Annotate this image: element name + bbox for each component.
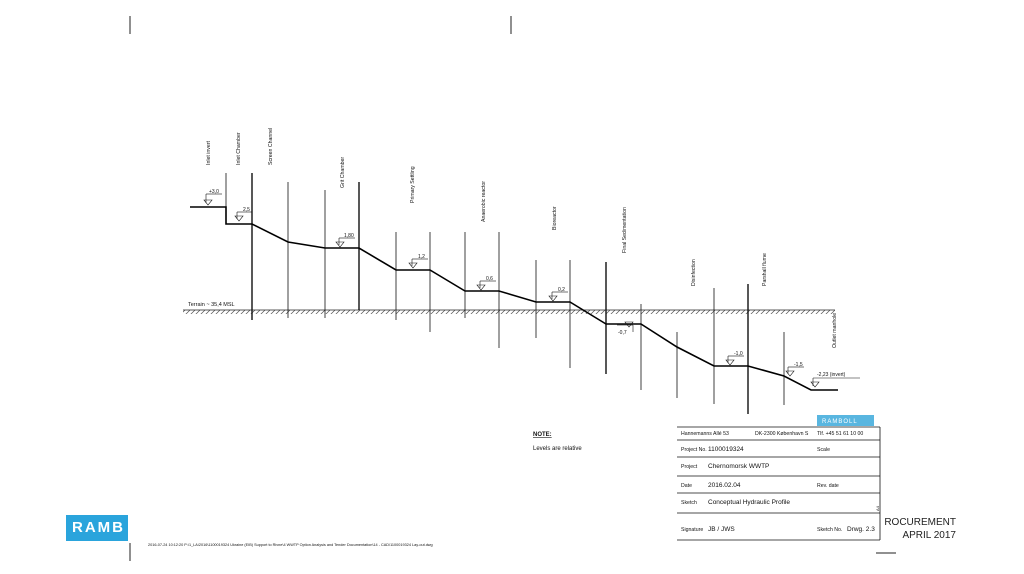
sketch-label: Sketch: [681, 500, 697, 506]
level-marker-10: [811, 372, 860, 387]
label-primary-settling: Primary Settling: [410, 166, 416, 203]
project-no-label: Project No.: [681, 447, 707, 453]
svg-text:-1,5: -1,5: [794, 362, 803, 368]
level-marker-8: [726, 351, 744, 365]
label-bioreactor: Bioreactor: [552, 206, 558, 230]
project-name: Chernomorsk WWTP: [708, 463, 770, 470]
label-screen-channel: Screen Channel: [268, 127, 274, 165]
svg-text:0,6: 0,6: [486, 276, 493, 282]
sketch-no-label: Sketch No.: [817, 527, 843, 533]
date-value: 2016.02.04: [708, 482, 741, 489]
svg-text:1,80: 1,80: [344, 233, 354, 239]
side-mark: A4: [875, 506, 880, 511]
level-marker-3: [336, 233, 355, 247]
label-disinfection: Disinfection: [691, 259, 697, 286]
note: [533, 432, 582, 452]
footer-path: 2016-07-24 10:12:20 P:\1_LA\2016\1100019324 Ukraine (EIB) Support to Rivne\4 WWTP Option Analysis and Tender Documentation\14 - CAD\1100019324 Lay-out.dwg: [148, 543, 433, 547]
level-marker-4: [409, 254, 428, 268]
terrain-label: Terrain ~ 35,4 MSL: [188, 302, 235, 308]
label-anaerobic-reactor: Anaerobic reactor: [481, 181, 487, 222]
note-text: Levels are relative: [533, 446, 582, 452]
svg-text:-2,23 (invert): -2,23 (invert): [817, 372, 846, 378]
date-label: Date: [681, 483, 692, 489]
address: Hannemanns Allé 53: [681, 431, 729, 437]
terrain: [183, 302, 835, 314]
sketch-no: Drwg. 2.3: [847, 526, 875, 533]
label-final-sedimentation: Final Sedimentation: [622, 207, 628, 253]
level-marker-9: [786, 362, 804, 376]
label-outlet-manhole: Outlet manhole: [832, 312, 838, 348]
signature-value: JB / JWS: [708, 526, 735, 533]
scale-label: Scale: [817, 447, 830, 453]
note-title: NOTE:: [533, 432, 552, 438]
svg-text:+3,0: +3,0: [209, 189, 219, 195]
level-markers: [204, 189, 860, 387]
label-inlet-chamber: Inlet Chamber: [236, 132, 242, 165]
phone: Tlf. +45 51 61 10 00: [817, 431, 864, 437]
level-marker-6: [549, 287, 568, 301]
svg-text:-1,0: -1,0: [734, 351, 743, 357]
city: DK-2300 København S: [755, 431, 809, 437]
svg-text:-0,7: -0,7: [618, 330, 627, 336]
procurement-label: [884, 516, 956, 542]
station-labels: [206, 128, 838, 348]
label-parshall-flume: Parshall flume: [762, 253, 768, 286]
hydraulic-profile-line: [190, 207, 838, 390]
label-grit-chamber: Grit Chamber: [340, 156, 346, 188]
signature-label: Signature: [681, 527, 704, 533]
project-label: Project: [681, 464, 698, 470]
level-marker-1: [204, 189, 222, 205]
project-no: 1100019324: [708, 446, 744, 453]
label-inlet-invert: Inlet invert: [206, 141, 212, 165]
procurement-line-1: ROCUREMENT: [884, 517, 956, 528]
svg-text:1,2: 1,2: [418, 254, 425, 260]
level-marker-5: [477, 276, 496, 290]
brand-name: RAMBOLL: [822, 419, 858, 425]
sketch-title: Conceptual Hydraulic Profile: [708, 499, 791, 506]
rev-date-label: Rev. date: [817, 483, 839, 489]
procurement-date: APRIL 2017: [902, 530, 956, 541]
level-marker-2: [235, 207, 252, 221]
ramboll-logo: RAMB: [66, 515, 128, 541]
svg-text:2,5: 2,5: [243, 207, 250, 213]
svg-text:0,2: 0,2: [558, 287, 565, 293]
